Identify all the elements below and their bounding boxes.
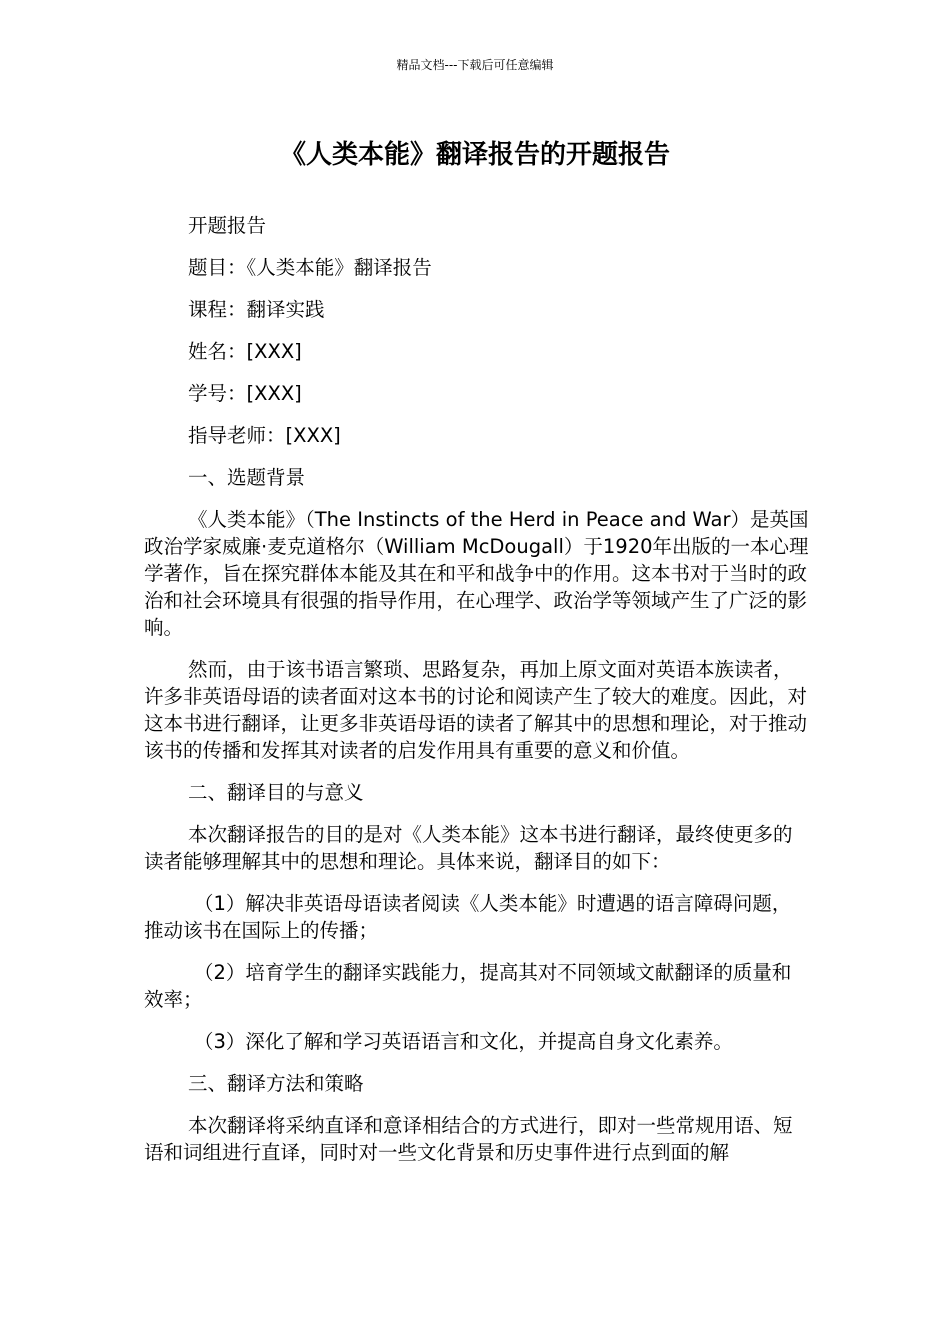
student-id-line: 学号：[XXX] (188, 382, 302, 405)
list-item: （2）培育学生的翻译实践能力，提高其对不同领域文献翻译的质量和效率； (144, 961, 792, 1011)
list-item: （1）解决非英语母语读者阅读《人类本能》时遭遇的语言障碍问题，推动该书在国际上的传播； (144, 892, 792, 942)
name-line: 姓名：[XXX] (188, 340, 302, 363)
section-heading-purpose: 二、翻译目的与意义 (188, 781, 364, 804)
paragraph: 然而，由于该书语言繁琐、思路复杂，再加上原文面对英语本族读者，许多非英语母语的读者面对这本书的讨论和阅读产生了较大的难度。因此，对这本书进行翻译，让更多非英语母语的读者了解其中的思想和理论，对于推动该书的传播和发挥其对读者的启发作用具有重要的意义和价值。 (144, 658, 808, 762)
section-heading-method: 三、翻译方法和策略 (188, 1072, 364, 1095)
header-note: 精品文档---下载后可任意编辑 (396, 58, 554, 72)
advisor-line: 指导老师：[XXX] (188, 424, 341, 447)
list-item: （3）深化了解和学习英语语言和文化，并提高自身文化素养。 (194, 1030, 733, 1053)
report-label: 开题报告 (188, 214, 267, 237)
section-heading-background: 一、选题背景 (188, 466, 306, 489)
paragraph: 《人类本能》（The Instincts of the Herd in Peace and War）是英国政治学家威廉·麦克道格尔（William McDougall）于1920年出版的一本心理学著作，旨在探究群体本能及其在和平和战争中的作用。这本书对于当时的政治和社会环境具有很强的指导作用，在心理学、政治学等领域产生了广泛的影响。 (144, 508, 809, 639)
course-line: 课程：翻译实践 (188, 298, 325, 321)
document-body (144, 212, 810, 1181)
topic-line: 题目：《人类本能》翻译报告 (188, 256, 432, 279)
paragraph: 本次翻译报告的目的是对《人类本能》这本书进行翻译，最终使更多的读者能够理解其中的思想和理论。具体来说，翻译目的如下： (144, 823, 793, 873)
document-title: 《人类本能》翻译报告的开题报告 (279, 140, 670, 170)
paragraph: 本次翻译将采纳直译和意译相结合的方式进行，即对一些常规用语、短语和词组进行直译，同时对一些文化背景和历史事件进行点到面的解 (144, 1114, 793, 1164)
